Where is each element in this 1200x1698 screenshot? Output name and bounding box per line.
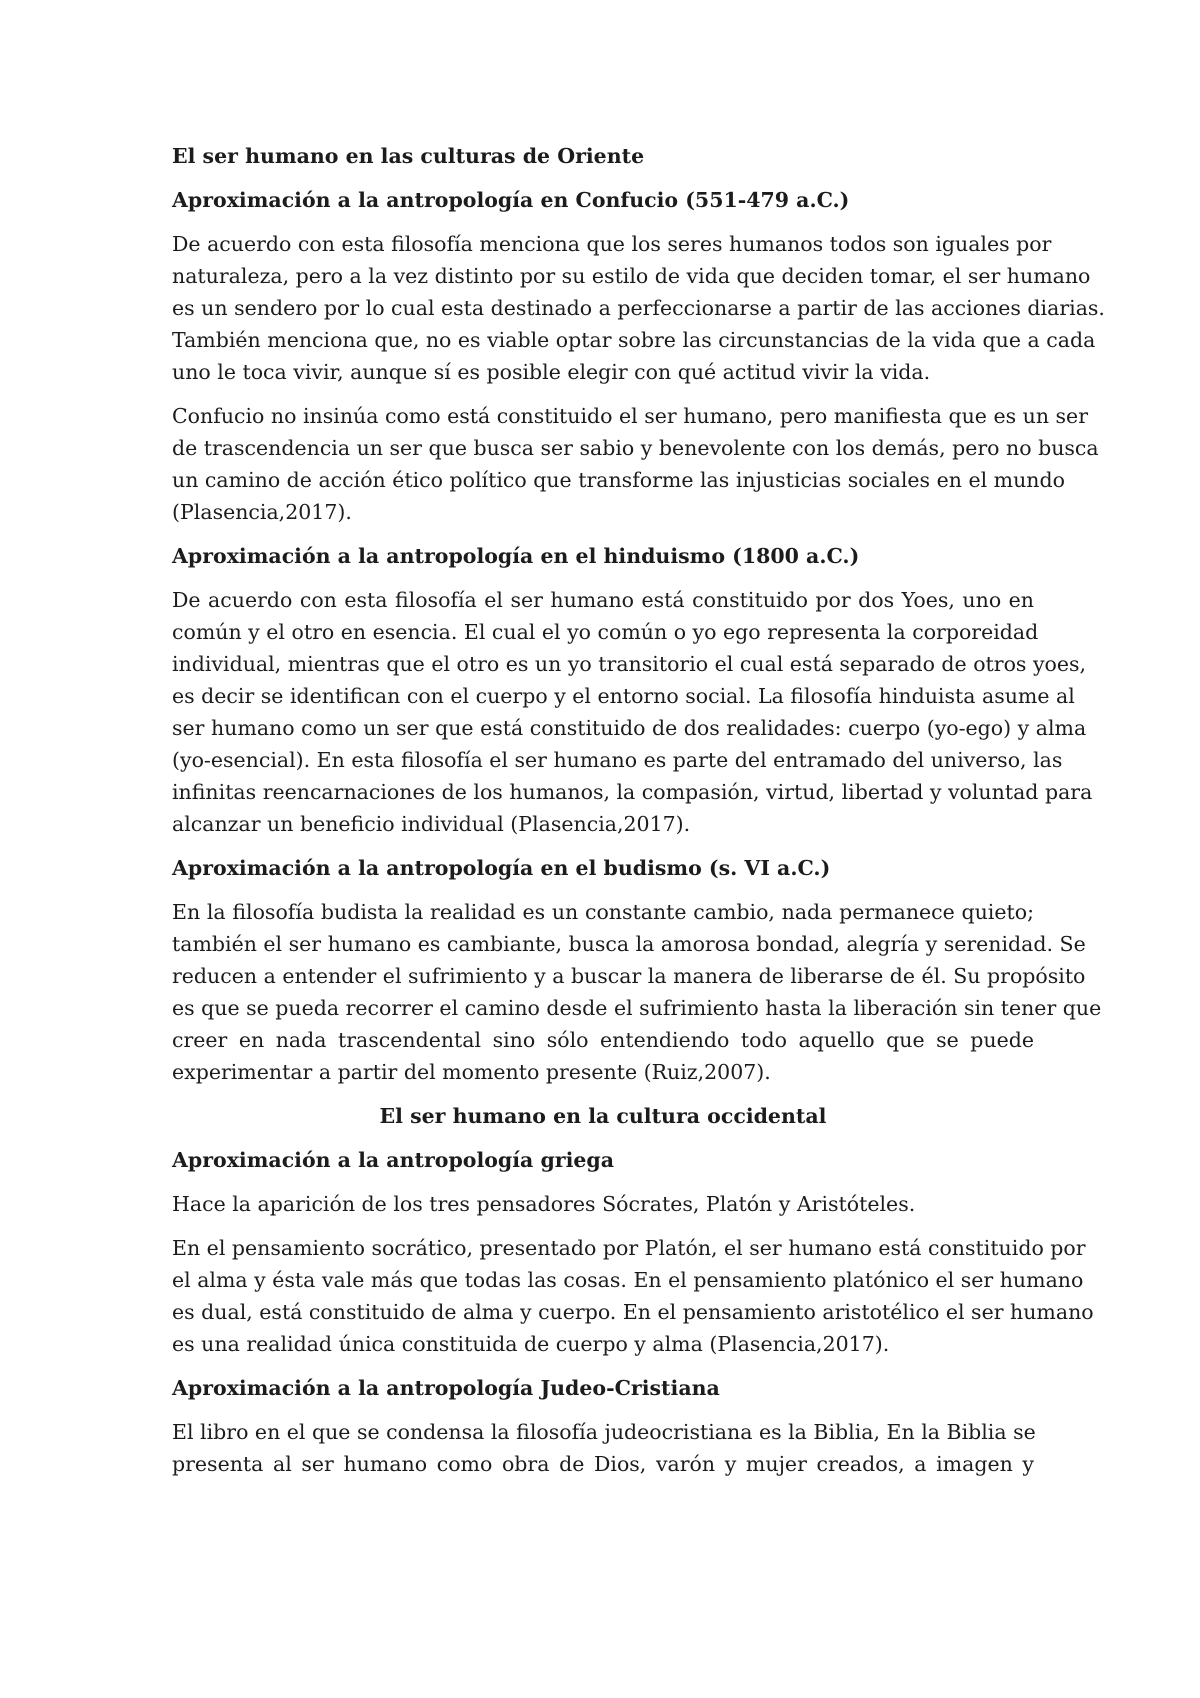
subheading-confucio: Aproximación a la antropología en Confucio (551-479 a.C.)	[172, 188, 850, 212]
text-line: un camino de acción ético político que transforme las injusticias sociales en el mundo	[172, 468, 1065, 492]
subheading-judeo-cristiana: Aproximación a la antropología Judeo-Cristiana	[172, 1376, 720, 1400]
paragraph-confucio-1	[172, 228, 1105, 388]
text-line: El libro en el que se condensa la filosofía judeocristiana es la Biblia, En la Biblia se	[172, 1420, 1036, 1444]
text-line: creer en nada trascendental sino sólo entendiendo todo aquello que se puede	[172, 1028, 1034, 1052]
section-heading-occidental: El ser humano en la cultura occidental	[379, 1104, 827, 1128]
text-line: presenta al ser humano como obra de Dios, varón y mujer creados, a imagen y	[172, 1452, 1034, 1476]
text-line: En el pensamiento socrático, presentado por Platón, el ser humano está constituido por	[172, 1236, 1086, 1260]
text-line: naturaleza, pero a la vez distinto por su estilo de vida que deciden tomar, el ser humano	[172, 264, 1091, 288]
text-line: En la filosofía budista la realidad es un constante cambio, nada permanece quieto;	[172, 900, 1034, 924]
text-line: es decir se identifican con el cuerpo y el entorno social. La filosofía hinduista asume al	[172, 684, 1075, 708]
text-line: ser humano como un ser que está constituido de dos realidades: cuerpo (yo-ego) y alma	[172, 716, 1087, 740]
text-line: De acuerdo con esta filosofía el ser humano está constituido por dos Yoes, uno en	[172, 588, 1034, 612]
text-line: De acuerdo con esta filosofía menciona que los seres humanos todos son iguales por	[172, 232, 1052, 256]
text-line: es una realidad única constituida de cuerpo y alma (Plasencia,2017).	[172, 1332, 890, 1356]
text-line: (yo-esencial). En esta filosofía el ser humano es parte del entramado del universo, las	[172, 748, 1063, 772]
paragraph-hinduismo	[172, 584, 1093, 840]
subheading-griega: Aproximación a la antropología griega	[172, 1148, 615, 1172]
paragraph-confucio-2	[172, 400, 1099, 528]
section-heading-oriente: El ser humano en las culturas de Oriente	[172, 144, 645, 168]
text-line: común y el otro en esencia. El cual el yo común o yo ego representa la corporeidad	[172, 620, 1039, 644]
text-line: es dual, está constituido de alma y cuerpo. En el pensamiento aristotélico el ser humano	[172, 1300, 1094, 1324]
paragraph-budismo	[172, 896, 1102, 1088]
text-line: alcanzar un beneficio individual (Plasencia,2017).	[172, 812, 691, 836]
text-line: Hace la aparición de los tres pensadores Sócrates, Platón y Aristóteles.	[172, 1192, 916, 1216]
text-line: experimentar a partir del momento presente (Ruiz,2007).	[172, 1060, 771, 1084]
document-page	[172, 140, 1105, 1492]
text-line: infinitas reencarnaciones de los humanos, la compasión, virtud, libertad y voluntad para	[172, 780, 1093, 804]
text-line: reducen a entender el sufrimiento y a buscar la manera de liberarse de él. Su propósito	[172, 964, 1086, 988]
text-line: individual, mientras que el otro es un yo transitorio el cual está separado de otros yoes,	[172, 652, 1087, 676]
paragraph-griega-1	[172, 1188, 1034, 1220]
subheading-hinduismo: Aproximación a la antropología en el hinduismo (1800 a.C.)	[172, 544, 860, 568]
text-line: de trascendencia un ser que busca ser sabio y benevolente con los demás, pero no busca	[172, 436, 1099, 460]
paragraph-griega-2	[172, 1232, 1094, 1360]
text-line: es que se pueda recorrer el camino desde el sufrimiento hasta la liberación sin tener que	[172, 996, 1102, 1020]
text-line: (Plasencia,2017).	[172, 500, 352, 524]
text-line: el alma y ésta vale más que todas las cosas. En el pensamiento platónico el ser humano	[172, 1268, 1084, 1292]
paragraph-judeo-cristiana	[172, 1416, 1034, 1480]
subheading-budismo: Aproximación a la antropología en el budismo (s. VI a.C.)	[172, 856, 831, 880]
text-line: también el ser humano es cambiante, busca la amorosa bondad, alegría y serenidad. Se	[172, 932, 1086, 956]
text-line: También menciona que, no es viable optar sobre las circunstancias de la vida que a cada	[172, 328, 1096, 352]
text-line: uno le toca vivir, aunque sí es posible elegir con qué actitud vivir la vida.	[172, 360, 931, 384]
text-line: Confucio no insinúa como está constituido el ser humano, pero manifiesta que es un ser	[172, 404, 1088, 428]
text-line: es un sendero por lo cual esta destinado a perfeccionarse a partir de las acciones diarias.	[172, 296, 1105, 320]
